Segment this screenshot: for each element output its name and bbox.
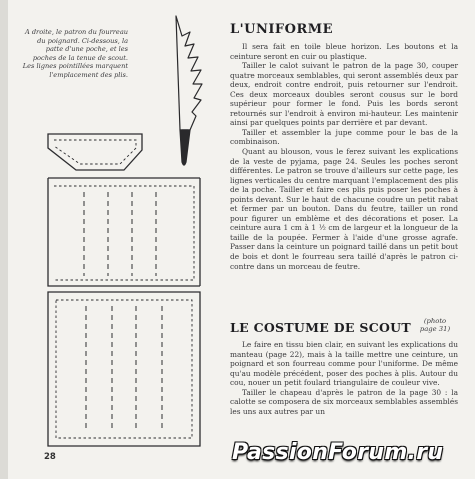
scout-text [230, 340, 458, 416]
paragraph: Tailler le chapeau d'après le patron de la page 30 : la calotte se composera de six morceaux semblables assemblés les uns aux autres par un [230, 387, 459, 416]
section-title-uniforme: L'UNIFORME [230, 22, 334, 37]
paragraph: Tailler le calot suivant le patron de la page 30, couper quatre morceaux semblables, qui seront assemblés deux par deux, endroit contre endroit, puis retourner sur l'endroit. Ces deux morceaux doubles seront cousus sur le bord supérieur pour former le fond. Puis les bords seront retournés sur l'endroit à environ mi-hauteur. Les maintenir ainsi par quelques points par derrière et par devant. [230, 61, 458, 128]
paragraph: Il sera fait en toile bleue horizon. Les boutons et la ceinture seront en cuir ou plastique. [230, 42, 458, 61]
pocket-patterns [8, 0, 228, 479]
photo-reference: (photo page 31) [419, 317, 451, 333]
pocket-flap-pattern [48, 134, 142, 170]
paragraph: Tailler et assembler la jupe comme pour le bas de la combinaison. [230, 127, 458, 147]
paragraph: Le faire en tissu bien clair, en suivant les explications du manteau (page 22), mais à la taille mettre une ceinture, un poignard et son fourreau comme pour l'uniforme. De même qu'au modèle précédent, poser des poches à plis. Autour du cou, nouer un petit foulard triangulaire de couleur vive. [230, 340, 458, 388]
lower-pocket-pattern [48, 292, 200, 446]
paragraph: Quant au blouson, vous le ferez suivant les explications de la veste de pyjama, page 24. Seules les poches seront différentes. Le patron se trouve d'ailleurs sur cette page, les lignes verticales du centre marquant l'emplacement des plis de la poche. Tailler et faire ces plis puis poser les poches à points devant. Sur le haut de chacune coudre un petit rabat et fermer par un bouton. Dans du feutre, tailler un rond pour figurer un emblème et des décorations et poser. La ceinture aura 1 cm à 1 ½ cm de largeur et la longueur de la taille de la poupée. Fermer à l'aide d'une grosse agrafe. Passer dans la ceinture un poignard taillé dans un petit bout de bois et dont le fourreau sera taillé d'après le patron ci-contre dans un morceau de feutre. [230, 147, 458, 271]
uniforme-text [230, 42, 458, 271]
upper-pocket-pattern [48, 178, 200, 286]
section-title-scout: LE COSTUME DE SCOUT [230, 320, 411, 335]
figure-caption: A droite, le patron du fourreau du poignard. Ci-dessous, la patte d'une poche, et les poches de la tenue de scout. Les lignes pointillées marquent l'emplacement des plis. [22, 28, 128, 79]
site-watermark: PassionForum.ru [232, 440, 444, 465]
page-number: 28 [44, 452, 56, 462]
book-page [8, 0, 475, 479]
